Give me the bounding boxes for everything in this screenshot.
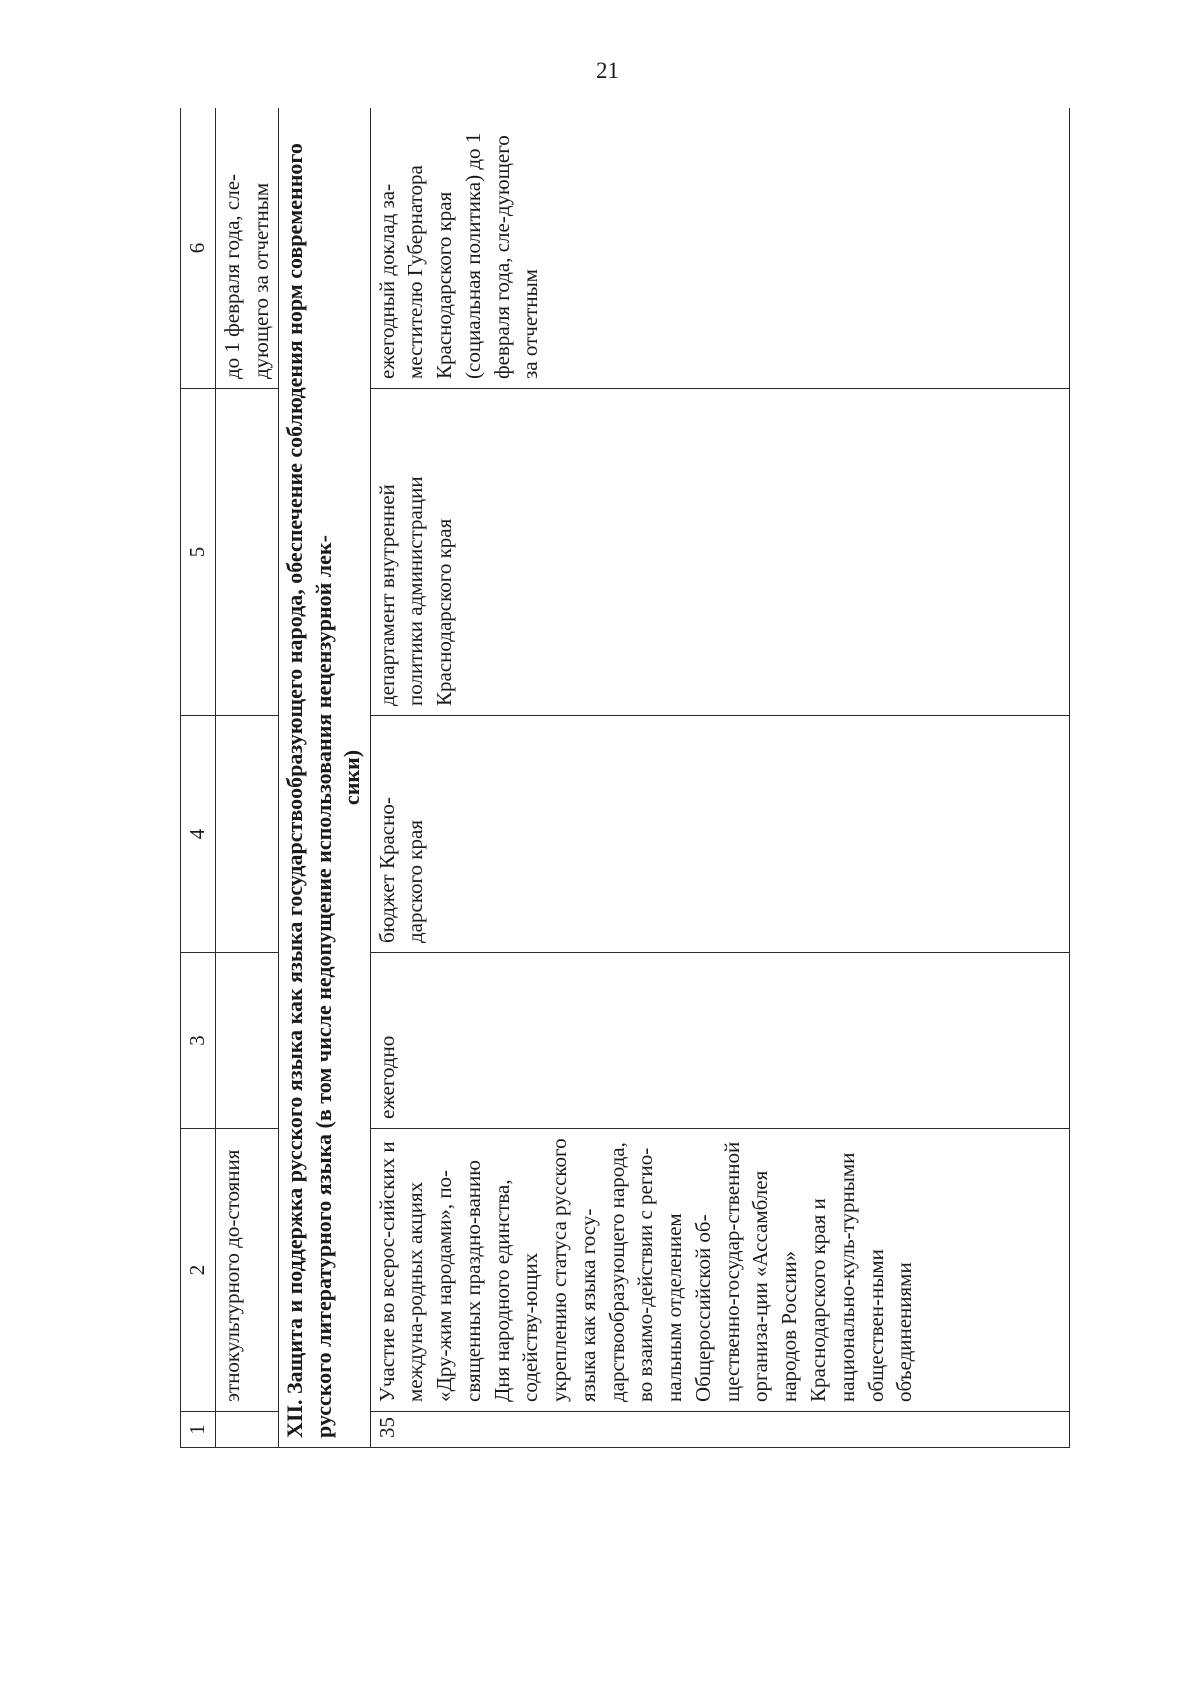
- cell-number: [216, 1412, 279, 1448]
- cell-report: ежегодный доклад за-местителю Губернатора Краснодарского края (социальная политика) до 1 февраля года, сле-дующего за отчетным: [370, 108, 1070, 389]
- cell-event: этнокультурного до-стояния: [216, 1129, 279, 1412]
- cell-number: 35: [370, 1412, 1070, 1448]
- cell-report: до 1 февраля года, сле-дующего за отчетным: [216, 108, 279, 389]
- table-row: [216, 108, 279, 1448]
- cell-funding: [216, 716, 279, 953]
- section-title-end: сики): [339, 749, 365, 806]
- header-col-4: 4: [181, 716, 216, 953]
- cell-term: ежегодно: [370, 953, 1070, 1129]
- page-number: 21: [596, 58, 619, 83]
- section-title: [279, 108, 370, 1448]
- plan-table: [180, 108, 1070, 1448]
- cell-executor: департамент внутренней политики администрации Краснодарского края: [370, 389, 1070, 716]
- cell-event: Участие во всерос-сийских и междуна-родных акциях «Дру-жим народами», по-священных праздно-ванию Дня народного единства, содейству-ющих укреплению статуса русского языка как языка госу-дарствообразующего народа, во взаимо-действии с регио-нальным отделением Общероссийской об-щественно-государ-ственной организа-ции «Ассамблея народов России» Краснодарского края и национально-куль-турными обществен-ными объединениями: [370, 1129, 1070, 1412]
- table-row: [370, 108, 1070, 1448]
- header-col-5: 5: [181, 389, 216, 716]
- section-title-main: XII. Защита и поддержка русского языка как языка государствообразующего народа, обеспечение соблюдения норм современного русского литературного языка (в том числе недопущение использования нецензурной лек-: [282, 143, 336, 1438]
- section-title-row: [279, 108, 370, 1448]
- header-row: [181, 108, 216, 1448]
- rotated-table-frame: [180, 108, 1070, 1448]
- cell-term: [216, 953, 279, 1129]
- header-col-3: 3: [181, 953, 216, 1129]
- header-col-2: 2: [181, 1129, 216, 1412]
- header-col-6: 6: [181, 108, 216, 389]
- cell-funding: бюджет Красно-дарского края: [370, 716, 1070, 953]
- header-col-1: 1: [181, 1412, 216, 1448]
- cell-executor: [216, 389, 279, 716]
